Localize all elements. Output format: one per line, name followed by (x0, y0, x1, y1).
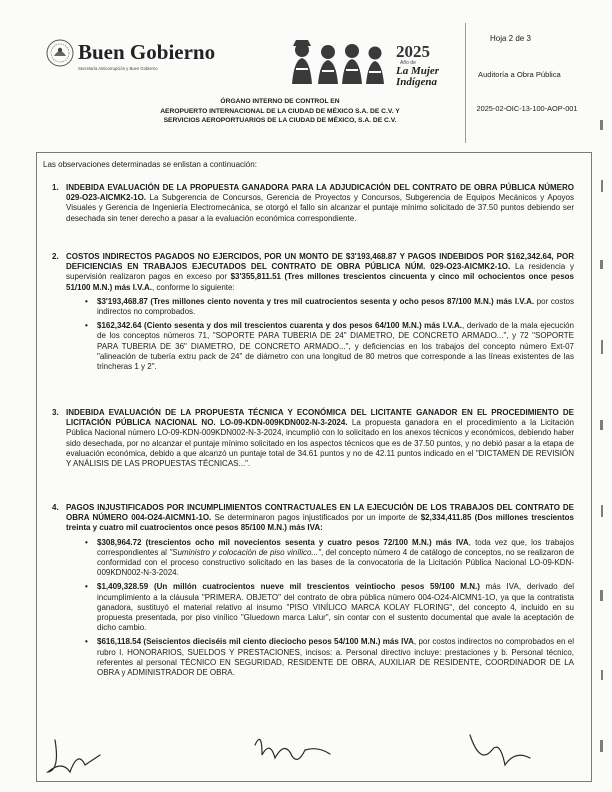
bullet-amount: $3'193,468.87 (Tres millones ciento noventa y tres mil cuatrocientos sesenta y ocho pesos 87/100 M.N.) más I.V.A. (97, 296, 535, 306)
observation-item (52, 252, 574, 372)
observation-number: 1. (52, 183, 59, 192)
signature-right (470, 735, 530, 765)
organization-heading (100, 97, 460, 126)
year-motto-line-2: Indígena (396, 76, 437, 88)
observation-bullet (85, 538, 574, 579)
brand-name: Buen Gobierno (78, 40, 216, 64)
observation-amount: $2,334,411.85 (Dos millones trescientos treinta y cuatro mil cuatrocientos once pesos 85/100 M.N.) más IVA: (66, 513, 575, 533)
year-subtitle: Año de (400, 60, 416, 66)
bullet-icon: • (85, 296, 88, 306)
page-number: Hoja 2 de 3 (490, 34, 531, 43)
audit-area: Auditoría a Obra Pública (478, 70, 561, 79)
signatures-area (0, 710, 612, 792)
document-number: 2025-02-OIC-13-100-AOP-001 (476, 104, 578, 113)
year-motto-line-1: La Mujer (396, 65, 440, 77)
organization-line: SERVICIOS AEROPORTUARIOS DE LA CIUDAD DE MÉXICO, S.A. DE C.V. (163, 117, 397, 125)
bullet-icon: • (85, 321, 88, 331)
document-reference-box (465, 23, 584, 143)
observation-number: 3. (52, 408, 59, 417)
observation-title: PAGOS INJUSTIFICADOS POR INCUMPLIMIENTOS CONTRACTUALES EN LA EJECUCIÓN DE LOS TRABAJOS DEL CONTRATO DE OBRA NÚMERO 004-O24-AICMN1-1O. (66, 503, 574, 523)
observation-item (52, 408, 574, 469)
bullet-text: , del concepto número 4 de catálogo de conceptos, no se realizaron de conformidad con el proceso constructivo solicitado en las bases de la convocatoria de la Licitación Pública Nacional LO-09-KDN-009KDN002-N-3-2024. (97, 547, 575, 578)
bullet-amount: $616,118.54 (Seiscientos dieciséis mil ciento dieciocho pesos 54/100 M.N.) más IVA (97, 637, 414, 647)
observation-bullet (85, 297, 574, 317)
organization-line: ÓRGANO INTERNO DE CONTROL EN (220, 98, 340, 105)
buen-gobierno-logo (45, 38, 245, 78)
observation-text: La Subgerencia de Concursos, Gerencia de Proyectos y Concursos, Subgerencia de Equipos Mecánicos y Apoyos Visuales y Gerencia de Ingeniería Electromecánica, se otorgó el fallo sin alcanzar el puntaje mínimo solicitado de 37.50 puntos debiendo ser desechada sin tener derecho a pasar a la evaluación económica correspondiente. (66, 193, 574, 223)
observation-bullet (85, 321, 574, 372)
signature-center (255, 739, 330, 759)
observation-body (66, 183, 574, 224)
national-seal-icon (45, 38, 75, 68)
observation-title: INDEBIDA EVALUACIÓN DE LA PROPUESTA TÉCNICA Y ECONÓMICA DEL LICITANTE GANADOR EN EL PROCEDIMIENTO DE LICITACIÓN PÚBLICA NACIONAL NO. LO-09-KDN-009KDN002-N-3-2024. (66, 408, 574, 428)
observation-body (66, 503, 574, 534)
bullet-text: por costos indirectos no comprobados. (97, 296, 575, 317)
observation-title: COSTOS INDIRECTOS PAGADOS NO EJERCIDOS, POR UN MONTO DE $3'193,468.87 Y PAGOS INDEBIDOS POR $162,342.64, POR DEFICIENCIAS EN TRABAJOS EJECUTADOS DEL CONTRATO DE OBRA PÚBLICA NÚM. 029-O23-AICMK2-1O. (66, 252, 574, 272)
indigenous-women-figures-icon (288, 38, 388, 84)
observation-item (52, 183, 574, 224)
bullet-icon: • (85, 637, 88, 647)
bullet-text: , toda vez que, los trabajos correspondientes al (97, 537, 574, 557)
observation-amount: $3'355,811.51 (Tres millones trescientos cincuenta y cinco mil ochocientos once pesos 51/100 M.N.) más I.V.A. (66, 272, 574, 292)
brand-subtitle: Secretaría Anticorrupción y Buen Gobierno (78, 66, 158, 71)
observation-text: , conforme lo siguiente: (151, 282, 235, 292)
observations-intro: Las observaciones determinadas se enlistan a continuación: (43, 160, 257, 169)
margin-binding-marks (592, 0, 612, 792)
observation-text: Se determinaron pagos injustificados por un importe de (211, 513, 421, 523)
bullet-amount: $308,964.72 (trescientos ocho mil novecientos sesenta y cuatro pesos 72/100 M.N.) más IVA (97, 537, 469, 547)
bullet-amount: $1,409,328.59 (Un millón cuatrocientos nueve mil trescientos veintiocho pesos 59/100 M.N.) (97, 582, 480, 592)
bullet-text: , derivado de la mala ejecución de los conceptos números 71, "SOPORTE PARA TUBERIA DE 24" DIAMETRO, DE CONCRETO ARMADO...", y 72 "SOPORTE PARA TUBERIA DE 36" DIAMETRO, DE CONCRETO ARMADO...", y deficiencias en los trabajos del concepto número Ext-07 "alineación de tubería extru pack de 24" de diámetro con una longitud de 80 metros que corresponde a las líneas existentes de las trincheras 1 y 2". (97, 321, 575, 372)
year-of-indigenous-woman-logo (288, 36, 438, 86)
page-header (0, 0, 612, 165)
bullet-concept-quote: "Suministro y colocación de piso vinílico..." (169, 547, 321, 557)
year-text: 2025 (396, 42, 430, 61)
bullet-text: , por costos indirectos no comprobados en el rubro I. HONORARIOS, SUELDOS Y PRESTACIONES, incisos: a. Personal directivo incluye: prestaciones y b. Personal técnico, referentes al personal TÉCNICO EN SEGURIDAD, RESIDENTE DE OBRA, AUXILIAR DE RESIDENTE, COORDINADOR DE LA OBRA y ADMINISTRADOR DE OBRA. (97, 637, 574, 678)
bullet-text: más IVA, derivado del incumplimiento a la cláusula "PRIMERA. OBJETO" del contrato de obra pública número 004-O24-AICMN1-1O, ya que la contratista ganadora, sustituyó el material relativo al insumo "PISO VINÍLICO MARCA KOLAY FLORING", del concepto 4, incluido en su propuesta presentada, por piso vinílico "Gluedown marca Lalur", sin contar con el sustento documental que avale la aceptación de dicho cambio. (97, 582, 574, 633)
observation-title: INDEBIDA EVALUACIÓN DE LA PROPUESTA GANADORA PARA LA ADJUDICACIÓN DEL CONTRATO DE OBRA PÚBLICA NÚMERO 029-O23-AICMK2-1O. (66, 183, 574, 203)
organization-line: AEROPUERTO INTERNACIONAL DE LA CIUDAD DE MÉXICO S.A. DE C.V. Y (160, 107, 400, 115)
bullet-icon: • (85, 582, 88, 592)
bullet-icon: • (85, 537, 88, 547)
observation-text: La propuesta ganadora en el procedimiento a la Licitación Pública Nacional número LO-09-KDN-009KDN002-N-3-2024, incumplió con lo solicitado en los anexos técnicos y económicos, debiendo haber sido desechada, por no alcanzar el puntaje mínimo solicitado en los aspectos técnicos que es de 37.50 puntos, y no debió pasar a la etapa de evaluación económica, debido a que alcanzó un puntaje total de 34.61 puntos y no de 42.11 puntos indicado en el "DICTAMEN DE REVISIÓN Y ANÁLISIS DE LAS PROPUESTAS TÉCNICAS...". (66, 418, 574, 469)
observation-body (66, 252, 574, 293)
observation-item (52, 503, 574, 678)
signature-left (48, 740, 100, 772)
observation-number: 4. (52, 503, 59, 512)
bullet-amount: $162,342.64 (Ciento sesenta y dos mil trescientos cuarenta y dos pesos 64/100 M.N.) más I.V.A. (97, 321, 463, 331)
observation-body (66, 408, 574, 469)
observation-bullet (85, 582, 574, 633)
observation-number: 2. (52, 252, 59, 261)
observation-text: La residencia y supervisión realizaron pagos en exceso por (66, 262, 575, 282)
observation-bullet (85, 637, 574, 678)
